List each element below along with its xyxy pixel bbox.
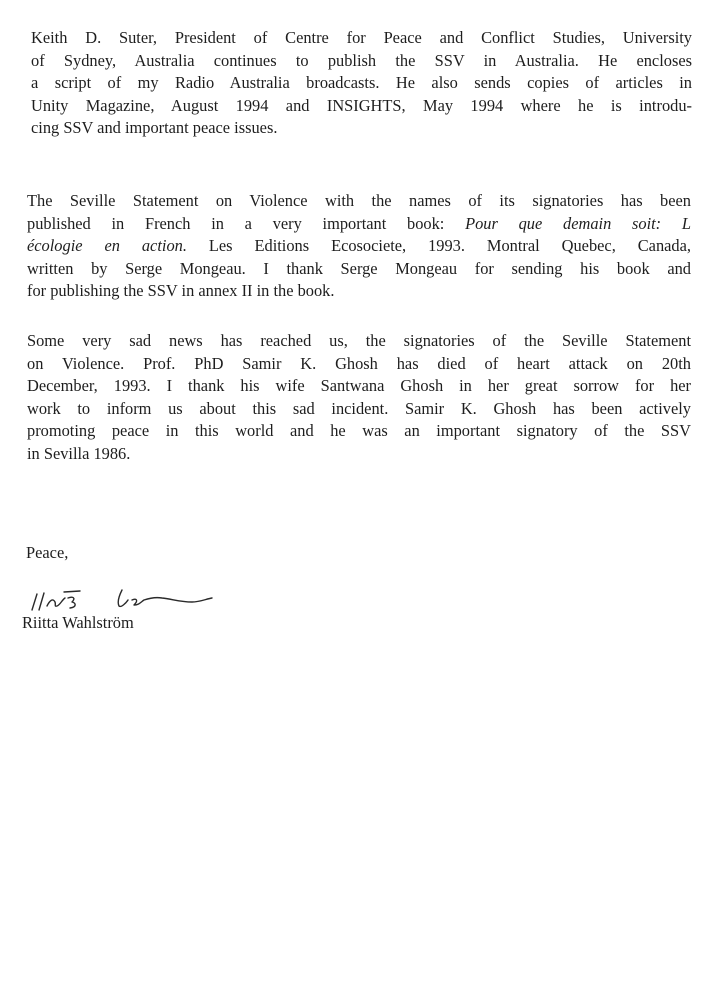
- text-line: on Violence. Prof. PhD Samir K. Ghosh has died of heart attack on 20th: [27, 353, 691, 373]
- signer-name: Riitta Wahlström: [22, 613, 134, 632]
- text-segment: published in French in a very important book:: [27, 213, 445, 233]
- text-line: Unity Magazine, August 1994 and INSIGHTS, May 1994 where he is introdu-: [31, 95, 692, 115]
- text-line: in Sevilla 1986.: [27, 443, 131, 463]
- text-line: a script of my Radio Australia broadcasts. He also sends copies of articles in: [31, 73, 692, 93]
- text-line: promoting peace in this world and he was an important signatory of the SSV: [27, 421, 691, 441]
- text-line: Keith D. Suter, President of Centre for Peace and Conflict Studies, University: [31, 28, 692, 47]
- text-line: work to inform us about this sad incident. Samir K. Ghosh has been actively: [27, 398, 691, 418]
- text-line: Some very sad news has reached us, the signatories of the Seville Statement: [27, 331, 691, 350]
- text-line: December, 1993. I thank his wife Santwana Ghosh in her great sorrow for her: [27, 376, 691, 396]
- text-line: The Seville Statement on Violence with the names of its signatories has been: [27, 191, 691, 210]
- text-line: for publishing the SSV in annex II in the book.: [27, 281, 335, 301]
- paragraph-ghosh: [27, 330, 691, 466]
- closing-salutation: Peace,: [26, 543, 69, 562]
- paragraph-suter: [31, 27, 692, 140]
- book-title-part-1: Pour que demain soit: L: [465, 213, 691, 233]
- handwritten-signature: [20, 576, 220, 616]
- text-line: cing SSV and important peace issues.: [31, 118, 278, 138]
- text-line: of Sydney, Australia continues to publish the SSV in Australia. He encloses: [31, 50, 692, 70]
- text-line: [27, 213, 691, 236]
- paragraph-seville-book: [27, 190, 691, 303]
- book-title-part-2: écologie en action.: [27, 236, 187, 256]
- text-line: [27, 235, 691, 258]
- text-line: written by Serge Mongeau. I thank Serge Mongeau for sending his book and: [27, 258, 691, 278]
- text-segment: Les Editions Ecosociete, 1993. Montral Quebec, Canada,: [208, 236, 691, 256]
